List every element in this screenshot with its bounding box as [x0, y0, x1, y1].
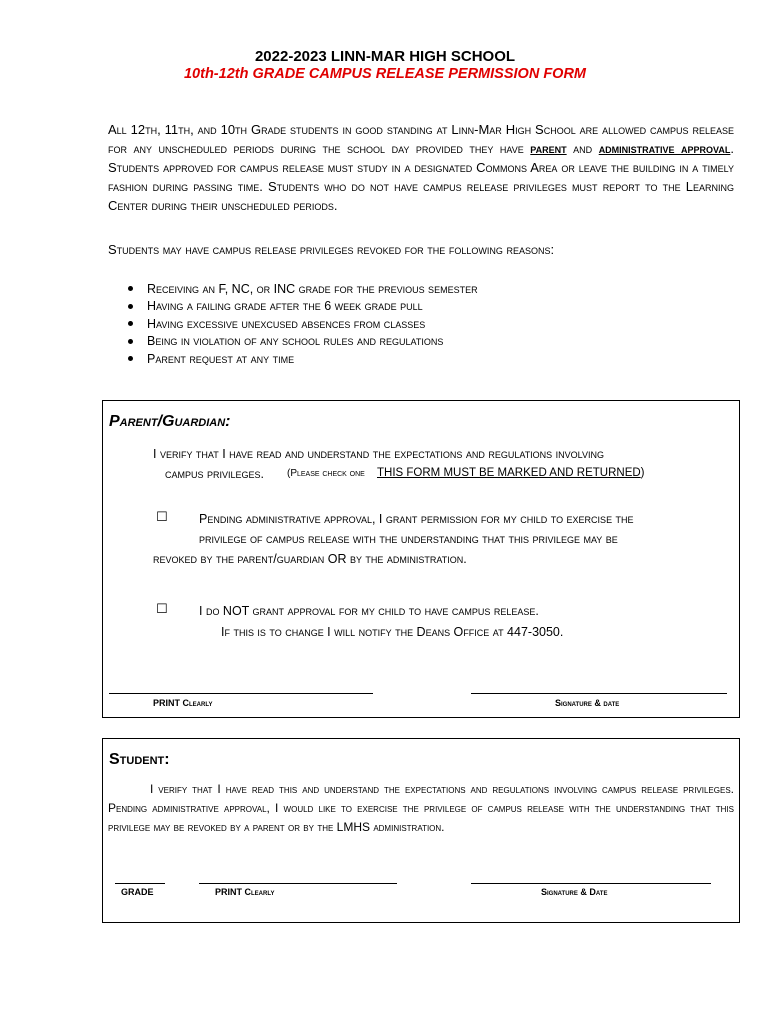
student-print-name-line[interactable]	[199, 883, 397, 884]
option1-line3: revoked by the parent/guardian OR by the administration.	[153, 552, 467, 566]
list-item: Parent request at any time	[128, 350, 478, 368]
check-one-note: (Please check one	[287, 468, 365, 479]
student-signature-label: Signature & Date	[541, 887, 608, 897]
grant-permission-checkbox[interactable]: ☐	[156, 510, 168, 525]
bullet-icon	[128, 321, 133, 326]
bullet-icon	[128, 356, 133, 361]
bullet-icon	[128, 286, 133, 291]
list-item: Receiving an F, NC, or INC grade for the previous semester	[128, 280, 478, 298]
revocation-intro: Students may have campus release privileges revoked for the following reasons:	[108, 242, 555, 257]
parent-print-label: PRINT Clearly	[153, 698, 213, 708]
form-subtitle: 10th-12th GRADE CAMPUS RELEASE PERMISSION FORM	[183, 66, 586, 82]
parent-section-heading: Parent/Guardian:	[109, 413, 231, 430]
student-print-label: PRINT Clearly	[215, 887, 275, 897]
parent-signature-line[interactable]	[471, 693, 727, 694]
parent-signature-label: Signature & date	[555, 698, 620, 708]
option2-line2: If this is to change I will notify the Deans Office at 447-3050.	[221, 625, 564, 639]
intro-and: and	[573, 141, 593, 156]
deny-permission-checkbox[interactable]: ☐	[156, 602, 168, 617]
parent-print-name-line[interactable]	[109, 693, 373, 694]
form-title: 2022-2023 LINN-MAR HIGH SCHOOL	[254, 48, 516, 65]
intro-text-part2: . Students approved for campus release must study in a designated Commons Area or leave the building in a timely fashion during passing time. Students who do not have campus release privileges must report to the Learning Center during their unscheduled periods.	[108, 141, 734, 213]
intro-paragraph	[108, 120, 734, 215]
list-item: Being in violation of any school rules and regulations	[128, 333, 478, 351]
bullet-icon	[128, 339, 133, 344]
parent-verify-line2: campus privileges.	[165, 467, 264, 481]
option2-line1: I do NOT grant approval for my child to have campus release.	[199, 604, 539, 618]
student-section-heading: Student:	[109, 751, 170, 768]
grade-label: GRADE	[121, 887, 154, 897]
student-signature-line[interactable]	[471, 883, 711, 884]
intro-text-part1: All 12th, 11th, and 10th Grade students in good standing at Linn-Mar High School are allowed campus release for any unscheduled periods during the school day provided they have	[108, 122, 734, 156]
parent-verify-line1: I verify that I have read and understand the expectations and regulations involving	[153, 447, 605, 461]
list-item: Having excessive unexcused absences from classes	[128, 315, 478, 333]
parent-guardian-section	[102, 400, 740, 718]
grade-line[interactable]	[115, 883, 165, 884]
parent-emphasis: parent	[530, 141, 567, 156]
revocation-reasons-list	[128, 280, 478, 368]
admin-approval-emphasis: administrative approval	[598, 141, 731, 156]
list-item: Having a failing grade after the 6 week grade pull	[128, 298, 478, 316]
option1-line1: Pending administrative approval, I grant permission for my child to exercise the	[199, 512, 634, 526]
bullet-icon	[128, 304, 133, 309]
student-verify-paragraph: I verify that I have read this and understand the expectations and regulations involving campus release privileges. Pending administrative approval, I would like to exercise the privilege of campus release with the understanding that this privilege may be revoked by a parent or by the LMHS administration.	[108, 782, 734, 834]
option1-line2: privilege of campus release with the understanding that this privilege may be	[199, 532, 618, 546]
check-note-underlined: THIS FORM MUST BE MARKED AND RETURNED)	[377, 467, 645, 479]
